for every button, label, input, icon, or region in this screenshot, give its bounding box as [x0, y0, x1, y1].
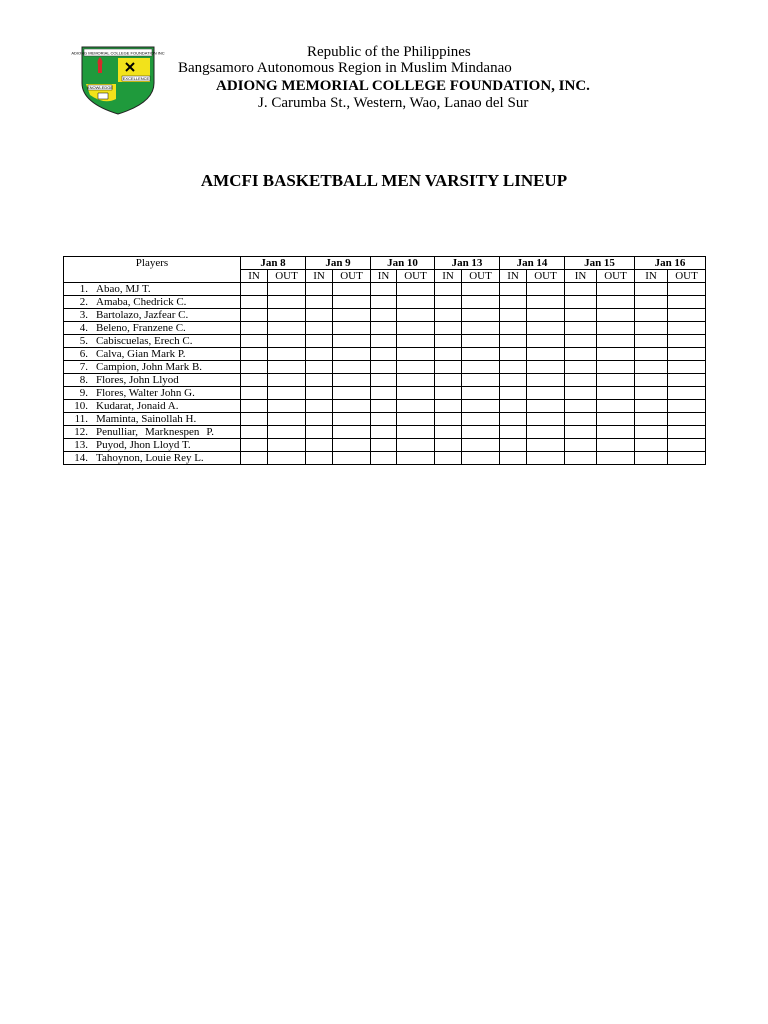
player-cell [64, 413, 241, 426]
in-cell [635, 387, 668, 400]
out-cell [462, 335, 500, 348]
in-cell [435, 387, 462, 400]
document-title: AMCFI BASKETBALL MEN VARSITY LINEUP [200, 171, 568, 190]
out-cell [597, 452, 635, 465]
player-name: Cabiscuelas, Erech C. [96, 335, 193, 347]
in-cell [435, 413, 462, 426]
in-cell [565, 426, 597, 439]
in-cell [371, 439, 397, 452]
in-cell [306, 400, 333, 413]
in-cell [500, 296, 527, 309]
in-cell [435, 296, 462, 309]
out-header: OUT [668, 270, 706, 283]
player-number: 11. [74, 413, 88, 425]
player-cell [64, 374, 241, 387]
table-row [64, 283, 706, 296]
out-cell [668, 348, 706, 361]
out-cell [268, 387, 306, 400]
out-cell [268, 452, 306, 465]
in-cell [371, 335, 397, 348]
out-header: OUT [527, 270, 565, 283]
out-cell [527, 283, 565, 296]
in-cell [565, 413, 597, 426]
in-cell [500, 322, 527, 335]
table-row [64, 348, 706, 361]
out-cell [462, 387, 500, 400]
in-cell [435, 400, 462, 413]
in-cell [635, 361, 668, 374]
in-cell [565, 387, 597, 400]
out-cell [333, 348, 371, 361]
in-cell [500, 335, 527, 348]
in-header: IN [371, 270, 397, 283]
out-cell [397, 439, 435, 452]
in-cell [371, 413, 397, 426]
table-row [64, 413, 706, 426]
player-cell [64, 322, 241, 335]
in-cell [306, 335, 333, 348]
players-header: Players [64, 257, 241, 283]
out-cell [668, 413, 706, 426]
out-cell [397, 374, 435, 387]
in-cell [565, 374, 597, 387]
letterhead-region: Bangsamoro Autonomous Region in Muslim Mindanao [178, 60, 512, 76]
out-cell [668, 426, 706, 439]
college-logo [71, 43, 165, 115]
out-cell [333, 296, 371, 309]
in-cell [635, 452, 668, 465]
in-cell [500, 283, 527, 296]
player-number: 10. [74, 400, 88, 412]
in-cell [435, 309, 462, 322]
in-cell [306, 439, 333, 452]
in-cell [565, 439, 597, 452]
in-cell [565, 400, 597, 413]
out-cell [597, 283, 635, 296]
day-header: Jan 15 [565, 257, 635, 270]
in-cell [435, 348, 462, 361]
in-cell [635, 283, 668, 296]
in-cell [306, 309, 333, 322]
in-header: IN [435, 270, 462, 283]
out-cell [397, 400, 435, 413]
in-cell [306, 296, 333, 309]
in-cell [241, 322, 268, 335]
in-cell [635, 400, 668, 413]
in-cell [371, 374, 397, 387]
player-number: 12. [74, 426, 88, 438]
player-number: 13. [74, 439, 88, 451]
in-cell [565, 309, 597, 322]
player-rows [64, 283, 706, 465]
out-cell [333, 335, 371, 348]
table-row [64, 335, 706, 348]
in-cell [241, 374, 268, 387]
out-cell [597, 335, 635, 348]
in-cell [565, 452, 597, 465]
player-number: 8. [79, 374, 88, 386]
in-cell [435, 439, 462, 452]
player-name: Kudarat, Jonaid A. [96, 400, 179, 412]
table-row [64, 322, 706, 335]
out-cell [597, 322, 635, 335]
out-cell [462, 439, 500, 452]
player-cell [64, 439, 241, 452]
out-cell [268, 361, 306, 374]
in-cell [306, 322, 333, 335]
player-name: Bartolazo, Jazfear C. [96, 309, 189, 321]
out-cell [397, 348, 435, 361]
in-cell [241, 309, 268, 322]
table-row [64, 374, 706, 387]
in-cell [371, 283, 397, 296]
letterhead-college-name: ADIONG MEMORIAL COLLEGE FOUNDATION, INC. [216, 78, 590, 94]
player-name: Amaba, Chedrick C. [96, 296, 187, 308]
player-name: Puyod, Jhon Lloyd T. [96, 439, 191, 451]
lineup-table [63, 256, 706, 465]
in-cell [371, 296, 397, 309]
out-cell [397, 413, 435, 426]
player-number: 7. [79, 361, 88, 373]
in-cell [306, 387, 333, 400]
out-cell [597, 400, 635, 413]
player-number: 14. [74, 452, 88, 464]
letterhead-country: Republic of the Philippines [307, 44, 471, 60]
in-header: IN [635, 270, 668, 283]
in-cell [635, 348, 668, 361]
out-cell [527, 413, 565, 426]
in-cell [500, 413, 527, 426]
in-cell [565, 283, 597, 296]
table-row [64, 309, 706, 322]
out-cell [527, 426, 565, 439]
table-row [64, 439, 706, 452]
in-cell [371, 322, 397, 335]
in-cell [241, 426, 268, 439]
in-cell [635, 335, 668, 348]
day-header: Jan 14 [500, 257, 565, 270]
in-cell [241, 283, 268, 296]
out-cell [462, 309, 500, 322]
out-cell [668, 309, 706, 322]
day-header: Jan 9 [306, 257, 371, 270]
out-cell [333, 374, 371, 387]
in-cell [306, 374, 333, 387]
letterhead-address: J. Carumba St., Western, Wao, Lanao del Sur [258, 95, 529, 111]
in-cell [435, 322, 462, 335]
player-cell [64, 296, 241, 309]
out-cell [268, 322, 306, 335]
out-cell [462, 361, 500, 374]
in-cell [241, 413, 268, 426]
out-cell [668, 374, 706, 387]
out-cell [597, 348, 635, 361]
out-cell [462, 374, 500, 387]
out-cell [668, 452, 706, 465]
in-cell [635, 413, 668, 426]
in-cell [241, 452, 268, 465]
out-header: OUT [333, 270, 371, 283]
table-row [64, 361, 706, 374]
out-cell [527, 296, 565, 309]
player-number: 3. [79, 309, 88, 321]
in-cell [371, 348, 397, 361]
in-cell [371, 387, 397, 400]
out-header: OUT [268, 270, 306, 283]
out-header: OUT [462, 270, 500, 283]
out-cell [668, 296, 706, 309]
table-row [64, 452, 706, 465]
day-header-row [64, 257, 706, 270]
out-cell [268, 374, 306, 387]
player-cell [64, 400, 241, 413]
in-cell [241, 348, 268, 361]
player-name: Flores, Walter John G. [96, 387, 195, 399]
out-cell [462, 452, 500, 465]
player-name: Penulliar, Marknespen P. [96, 426, 214, 438]
out-cell [597, 439, 635, 452]
out-cell [268, 296, 306, 309]
out-cell [397, 361, 435, 374]
in-cell [500, 387, 527, 400]
out-cell [333, 309, 371, 322]
out-cell [462, 413, 500, 426]
in-cell [435, 283, 462, 296]
in-cell [500, 348, 527, 361]
player-number: 4. [79, 322, 88, 334]
in-cell [371, 426, 397, 439]
out-cell [527, 400, 565, 413]
svg-text:KNOWLEDGE: KNOWLEDGE [86, 85, 114, 90]
out-cell [668, 439, 706, 452]
player-name: Flores, John Llyod [96, 374, 179, 386]
out-cell [333, 361, 371, 374]
out-cell [268, 335, 306, 348]
table-row [64, 296, 706, 309]
in-cell [241, 439, 268, 452]
out-cell [397, 426, 435, 439]
in-cell [500, 374, 527, 387]
player-name: Tahoynon, Louie Rey L. [96, 452, 204, 464]
player-name: Beleno, Franzene C. [96, 322, 186, 334]
out-cell [333, 387, 371, 400]
day-header: Jan 13 [435, 257, 500, 270]
out-cell [462, 400, 500, 413]
player-cell [64, 361, 241, 374]
in-cell [241, 361, 268, 374]
player-cell [64, 387, 241, 400]
out-cell [527, 374, 565, 387]
in-cell [635, 296, 668, 309]
out-cell [597, 387, 635, 400]
player-number: 1. [79, 283, 88, 295]
in-cell [306, 426, 333, 439]
in-cell [500, 400, 527, 413]
player-name: Campion, John Mark B. [96, 361, 203, 373]
out-cell [668, 387, 706, 400]
out-cell [527, 439, 565, 452]
in-cell [565, 361, 597, 374]
in-cell [241, 387, 268, 400]
out-cell [268, 309, 306, 322]
in-cell [635, 322, 668, 335]
out-cell [333, 400, 371, 413]
out-cell [268, 426, 306, 439]
out-cell [333, 452, 371, 465]
out-cell [462, 296, 500, 309]
out-cell [268, 400, 306, 413]
out-cell [597, 413, 635, 426]
in-header: IN [241, 270, 268, 283]
out-cell [462, 322, 500, 335]
out-cell [668, 400, 706, 413]
out-cell [462, 348, 500, 361]
in-cell [241, 296, 268, 309]
out-cell [527, 335, 565, 348]
out-cell [527, 348, 565, 361]
in-cell [500, 439, 527, 452]
out-cell [668, 361, 706, 374]
in-cell [565, 296, 597, 309]
player-cell [64, 452, 241, 465]
player-name: Maminta, Sainollah H. [96, 413, 197, 425]
in-cell [306, 348, 333, 361]
player-cell [64, 426, 241, 439]
in-header: IN [306, 270, 333, 283]
in-cell [241, 335, 268, 348]
in-cell [500, 452, 527, 465]
out-header: OUT [597, 270, 635, 283]
out-cell [397, 452, 435, 465]
player-number: 2. [79, 296, 88, 308]
out-cell [462, 426, 500, 439]
player-number: 9. [79, 387, 88, 399]
out-cell [268, 348, 306, 361]
out-cell [333, 283, 371, 296]
svg-text:ADIONG MEMORIAL COLLEGE FOUNDA: ADIONG MEMORIAL COLLEGE FOUNDATION INC [71, 50, 165, 56]
in-cell [371, 400, 397, 413]
in-cell [371, 361, 397, 374]
in-cell [241, 400, 268, 413]
out-cell [268, 439, 306, 452]
player-cell [64, 348, 241, 361]
in-cell [435, 374, 462, 387]
out-cell [668, 335, 706, 348]
out-cell [397, 322, 435, 335]
in-cell [635, 439, 668, 452]
in-cell [435, 335, 462, 348]
out-cell [527, 309, 565, 322]
out-cell [668, 283, 706, 296]
in-header: IN [565, 270, 597, 283]
player-name: Calva, Gian Mark P. [96, 348, 186, 360]
player-number: 5. [79, 335, 88, 347]
out-cell [333, 439, 371, 452]
day-header: Jan 8 [241, 257, 306, 270]
in-cell [635, 426, 668, 439]
in-cell [306, 452, 333, 465]
out-cell [597, 361, 635, 374]
out-cell [527, 387, 565, 400]
svg-text:EXCELLENCE: EXCELLENCE [122, 76, 150, 81]
in-cell [565, 322, 597, 335]
out-cell [268, 283, 306, 296]
in-cell [500, 361, 527, 374]
out-cell [597, 296, 635, 309]
in-cell [565, 348, 597, 361]
out-cell [397, 283, 435, 296]
out-cell [333, 322, 371, 335]
in-cell [435, 452, 462, 465]
table-row [64, 400, 706, 413]
out-cell [527, 361, 565, 374]
out-cell [268, 413, 306, 426]
in-cell [565, 335, 597, 348]
out-header: OUT [397, 270, 435, 283]
in-cell [306, 283, 333, 296]
out-cell [462, 283, 500, 296]
in-cell [371, 309, 397, 322]
out-cell [333, 426, 371, 439]
in-cell [500, 426, 527, 439]
table-row [64, 426, 706, 439]
in-cell [306, 361, 333, 374]
out-cell [527, 452, 565, 465]
day-header: Jan 10 [371, 257, 435, 270]
in-cell [435, 361, 462, 374]
player-cell [64, 283, 241, 296]
out-cell [597, 374, 635, 387]
table-row [64, 387, 706, 400]
in-cell [635, 374, 668, 387]
in-cell [500, 309, 527, 322]
player-cell [64, 335, 241, 348]
day-header: Jan 16 [635, 257, 706, 270]
player-number: 6. [79, 348, 88, 360]
in-cell [635, 309, 668, 322]
out-cell [527, 322, 565, 335]
player-name: Abao, MJ T. [96, 283, 151, 295]
out-cell [397, 296, 435, 309]
out-cell [397, 387, 435, 400]
in-cell [306, 413, 333, 426]
out-cell [397, 335, 435, 348]
in-cell [435, 426, 462, 439]
player-cell [64, 309, 241, 322]
in-header: IN [500, 270, 527, 283]
out-cell [668, 322, 706, 335]
out-cell [597, 426, 635, 439]
out-cell [333, 413, 371, 426]
out-cell [597, 309, 635, 322]
out-cell [397, 309, 435, 322]
in-cell [371, 452, 397, 465]
